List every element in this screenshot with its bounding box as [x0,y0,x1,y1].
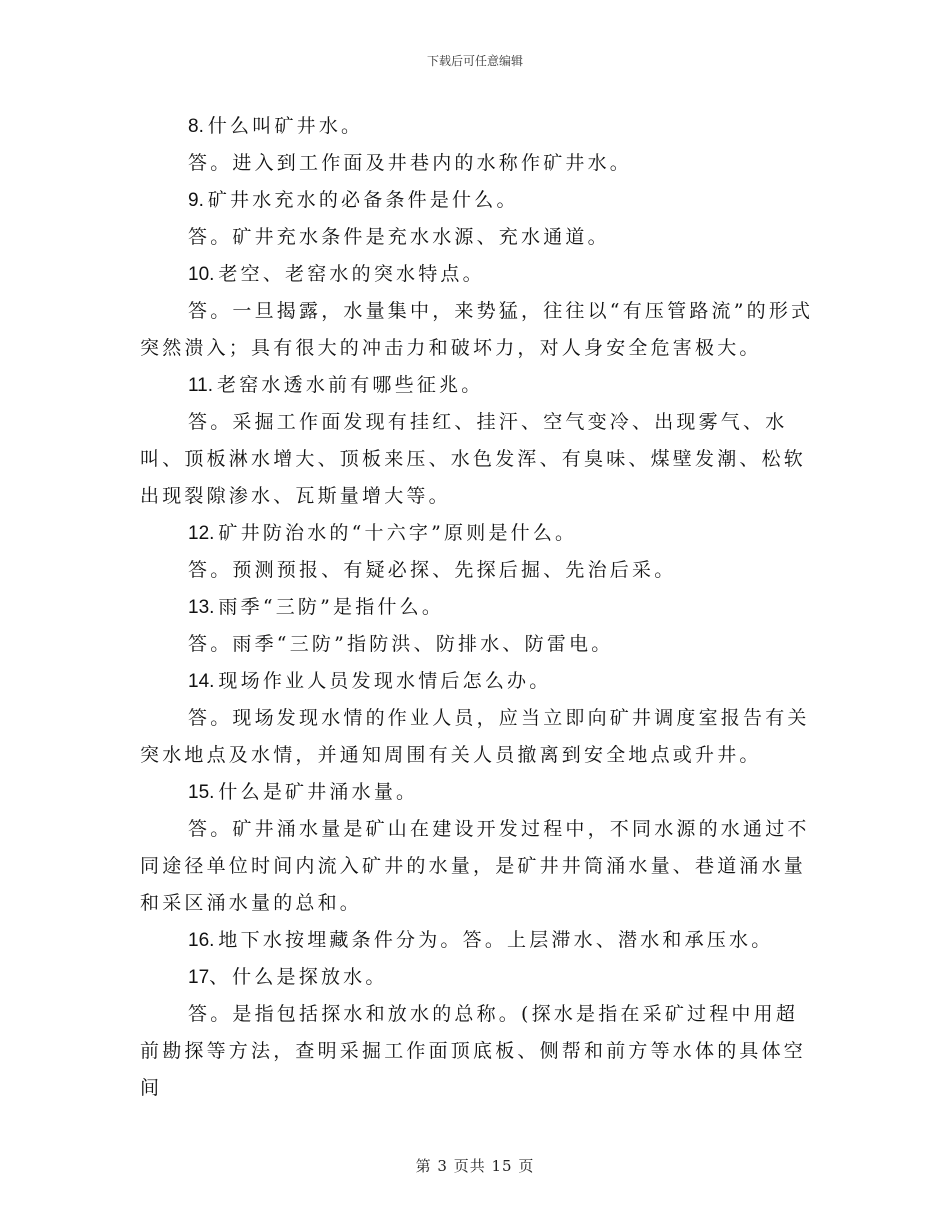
answer-15: 答。矿井涌水量是矿山在建设开发过程中，不同水源的水通过不同途径单位时间内流入矿井的水量，是矿井井筒涌水量、巷道涌水量和采区涌水量的总和。 [140,818,810,914]
question-text: 什么是探放水。 [232,966,388,988]
question-10 [140,256,815,293]
question-number: 8. [188,116,204,137]
question-text: 老空、老窑水的突水特点。 [218,263,485,285]
question-text: 老窑水透水前有哪些征兆。 [217,374,484,396]
question-12 [140,515,815,552]
question-text: 什么叫矿井水。 [207,115,364,137]
answer-13: 答。雨季“三防”指防洪、防排水、防雷电。 [188,633,614,655]
question-text: 矿井防治水的“十六字”原则是什么。 [218,522,578,544]
question-number: 9. [188,190,204,211]
question-13 [140,589,815,626]
question-number: 14. [188,671,215,692]
question-number: 10. [188,264,215,285]
page-header: 下载后可任意编辑 [426,54,523,68]
answer-12: 答。预测预报、有疑必探、先探后掘、先治后采。 [188,559,677,581]
answer-10: 答。一旦揭露，水量集中，来势猛，往往以“有压管路流”的形式突然溃入；具有很大的冲击力和破坏力，对人身安全危害极大。 [140,300,814,359]
question-11 [140,367,815,404]
page-footer: 第 3 页共 15 页 [415,1157,535,1175]
question-number: 17、 [188,967,229,988]
answer-17: 答。是指包括探水和放水的总称。(探水是指在采矿过程中用超前勘探等方法，查明采掘工作面顶底板、侧帮和前方等水体的具体空间 [140,1003,807,1099]
question-text: 雨季“三防”是指什么。 [218,596,445,618]
question-9 [140,182,815,219]
question-14 [140,663,815,700]
question-15 [140,774,815,811]
answer-11: 答。采掘工作面发现有挂红、挂汗、空气变冷、出现雾气、水叫、顶板淋水增大、顶板来压、水色发浑、有臭味、煤壁发潮、松软出现裂隙渗水、瓦斯量增大等。 [140,411,807,507]
question-text: 什么是矿井涌水量。 [218,781,419,803]
question-8 [140,108,815,145]
question-17 [140,959,815,996]
answer-14: 答。现场发现水情的作业人员，应当立即向矿井调度室报告有关突水地点及水情，并通知周围有关人员撤离到安全地点或升井。 [140,707,810,766]
question-text: 地下水按埋藏条件分为。答。上层滞水、潜水和承压水。 [218,929,774,951]
answer-9: 答。矿井充水条件是充水水源、充水通道。 [188,226,610,248]
question-number: 11. [188,375,214,396]
question-number: 12. [188,523,215,544]
document-body [140,108,815,1107]
question-number: 15. [188,782,215,803]
question-number: 13. [188,597,215,618]
question-text: 现场作业人员发现水情后怎么办。 [218,670,552,692]
question-number: 16. [188,930,215,951]
answer-8: 答。进入到工作面及井巷内的水称作矿井水。 [188,152,633,174]
question-text: 矿井水充水的必备条件是什么。 [207,189,519,211]
question-16 [140,922,815,959]
